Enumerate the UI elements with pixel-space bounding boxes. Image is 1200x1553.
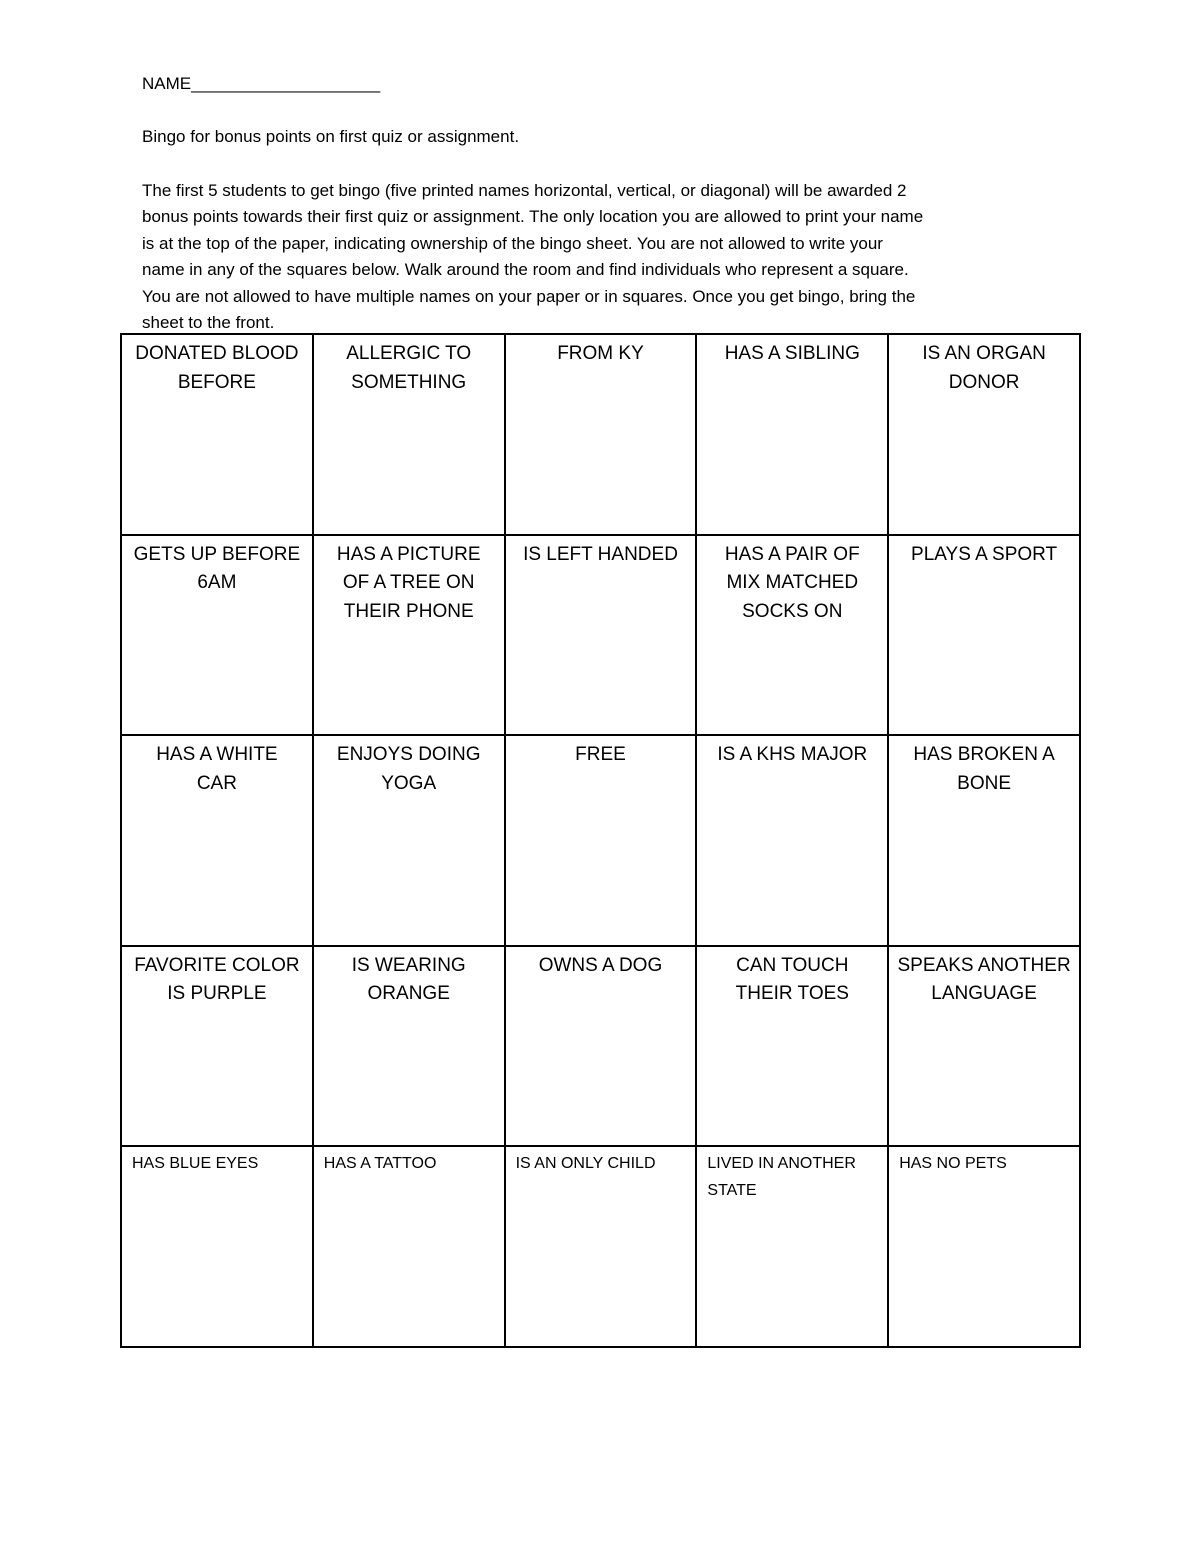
bingo-square: [313, 946, 505, 1147]
bingo-row: [121, 735, 1080, 946]
square-label-line: ALLERGIC TO: [346, 343, 472, 364]
bingo-square: [696, 334, 888, 535]
bingo-square: [121, 334, 313, 535]
square-label-line: HAS A TATTOO: [323, 1155, 437, 1173]
square-label-line: OWNS A DOG: [538, 954, 663, 976]
bingo-square: [313, 1146, 505, 1347]
square-label-line: HAS A SIBLING: [724, 343, 860, 364]
bingo-row: [121, 334, 1080, 535]
bingo-square: [121, 535, 313, 736]
bingo-grid: [120, 333, 1081, 1348]
bingo-square: [505, 535, 697, 736]
bingo-square: [505, 334, 697, 535]
bingo-square: [121, 1146, 313, 1347]
square-label-line: IS A KHS MAJOR: [717, 744, 868, 766]
square-label-line: HAS A PICTURE: [336, 543, 481, 565]
bingo-square: [313, 334, 505, 535]
square-label-line: FREE: [575, 744, 626, 766]
instructions-line: You are not allowed to have multiple names on your paper or in squares. Once you get bingo, bring the: [142, 286, 916, 306]
square-label-line: OF A TREE ON: [342, 572, 475, 594]
bingo-square: [888, 1146, 1080, 1347]
instructions-paragraph: [142, 178, 1082, 336]
square-label-line: HAS BLUE EYES: [132, 1155, 259, 1173]
instructions-line: is at the top of the paper, indicating ownership of the bingo sheet. You are not allowed to write your: [142, 233, 883, 253]
bingo-square: [313, 535, 505, 736]
instructions-line: name in any of the squares below. Walk around the room and find individuals who represent a square.: [142, 260, 909, 280]
square-label-line: ENJOYS DOING: [336, 744, 481, 766]
square-label-line: SPEAKS ANOTHER: [897, 954, 1071, 976]
square-label-line: SOCKS ON: [742, 600, 843, 622]
square-label-line: HAS NO PETS: [899, 1155, 1007, 1173]
square-label-line: IS AN ONLY CHILD: [515, 1155, 656, 1173]
bingo-square: [888, 535, 1080, 736]
square-label-line: LIVED IN ANOTHER: [707, 1155, 856, 1173]
square-label-line: SOMETHING: [351, 371, 467, 393]
bingo-square: [888, 334, 1080, 535]
page-subtitle: Bingo for bonus points on first quiz or assignment.: [142, 127, 520, 146]
square-label-line: CAN TOUCH: [736, 954, 849, 976]
square-label-line: HAS A PAIR OF: [724, 543, 860, 565]
square-label-line: DONOR: [948, 371, 1020, 393]
square-label-line: THEIR PHONE: [343, 600, 474, 622]
bingo-square: [121, 735, 313, 946]
bingo-square: [505, 1146, 697, 1347]
bingo-square: [313, 735, 505, 946]
square-label-line: PLAYS A SPORT: [911, 543, 1058, 565]
square-label-line: BEFORE: [177, 371, 256, 393]
square-label-line: ORANGE: [367, 983, 450, 1005]
square-label-line: BONE: [957, 772, 1012, 794]
square-label-line: HAS A WHITE: [156, 744, 278, 766]
bingo-square-free: [505, 735, 697, 946]
square-label-line: MIX MATCHED: [726, 572, 859, 594]
bingo-row: [121, 946, 1080, 1147]
square-label-line: 6AM: [197, 572, 237, 594]
square-label-line: CAR: [196, 772, 237, 794]
instructions-line: bonus points towards their first quiz or assignment. The only location you are allowed to print your name: [142, 207, 924, 227]
instructions-line: sheet to the front.: [142, 313, 275, 333]
bingo-square: [888, 735, 1080, 946]
square-label-line: GETS UP BEFORE: [133, 543, 301, 565]
square-label-line: IS PURPLE: [167, 983, 267, 1005]
bingo-row: [121, 1146, 1080, 1347]
name-field-label: NAME____________________: [142, 74, 381, 93]
square-label-line: DONATED BLOOD: [135, 343, 299, 364]
square-label-line: FROM KY: [557, 343, 644, 364]
square-label-line: THEIR TOES: [735, 983, 849, 1005]
square-label-line: IS WEARING: [351, 954, 466, 976]
instructions-line: The first 5 students to get bingo (five printed names horizontal, vertical, or diagonal) will be awarded 2: [142, 181, 907, 200]
square-label-line: LANGUAGE: [931, 983, 1037, 1005]
square-label-line: IS LEFT HANDED: [523, 543, 678, 565]
bingo-square: [888, 946, 1080, 1147]
bingo-square: [505, 946, 697, 1147]
bingo-row: [121, 535, 1080, 736]
bingo-square: [121, 946, 313, 1147]
square-label-line: HAS BROKEN A: [913, 744, 1055, 766]
square-label-line: YOGA: [381, 772, 437, 794]
square-label-line: STATE: [707, 1182, 757, 1200]
bingo-square: [696, 535, 888, 736]
square-label-line: IS AN ORGAN: [922, 343, 1046, 364]
square-label-line: FAVORITE COLOR: [134, 954, 300, 976]
bingo-square: [696, 1146, 888, 1347]
bingo-square: [696, 946, 888, 1147]
bingo-square: [696, 735, 888, 946]
